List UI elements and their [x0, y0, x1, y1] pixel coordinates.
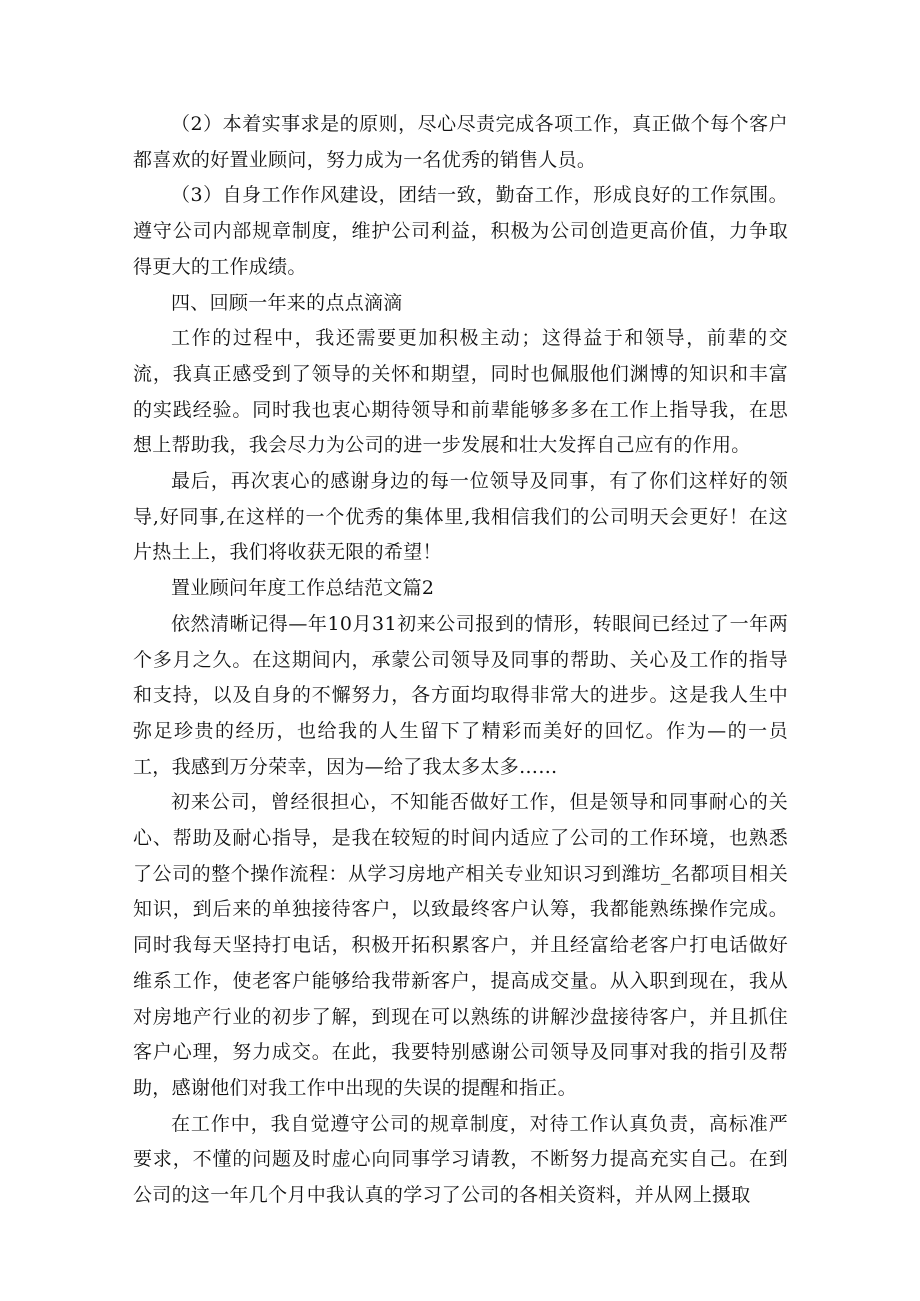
paragraph-work-process: 工作的过程中，我还需要更加积极主动；这得益于和领导，前辈的交流，我真正感受到了领导的关怀和期望，同时也佩服他们渊博的知识和丰富的实践经验。同时我也衷心期待领导和前辈能够多多在工作上指导我，在思想上帮助我，我会尽力为公司的进一步发展和壮大发挥自己应有的作用。 [133, 327, 788, 457]
paragraph-closing-thanks: 最后，再次衷心的感谢身边的每一位领导及同事，有了你们这样好的领导,好同事,在这样的一个优秀的集体里,我相信我们的公司明天会更好！在这片热土上，我们将收获无限的希望！ [133, 470, 788, 564]
paragraph-first-days: 初来公司，曾经很担心，不知能否做好工作，但是领导和同事耐心的关心、帮助及耐心指导，是我在较短的时间内适应了公司的工作环境，也熟悉了公司的整个操作流程：从学习房地产相关专业知识习到潍坊_名都项目相关知识，到后来的单独接待客户，以致最终客户认筹，我都能熟练操作完成。同时我每天坚持打电话，积极开拓积累客户，并且经富给老客户打电话做好维系工作，使老客户能够给我带新客户，提高成交量。从入职到现在，我从对房地产行业的初步了解，到现在可以熟练的讲解沙盘接待客户，并且抓住客户心理，努力成交。在此，我要特别感谢公司领导及同事对我的指引及帮助，感谢他们对我工作中出现的失误的提醒和指正。 [133, 791, 788, 1099]
paragraph-item-3: （3）自身工作作风建设，团结一致，勤奋工作，形成良好的工作氛围。遵守公司内部规章制度，维护公司利益，积极为公司创造更高价值，力争取得更大的工作成绩。 [133, 184, 788, 278]
section-heading-review: 四、回顾一年来的点点滴滴 [171, 291, 403, 314]
paragraph-work-attitude: 在工作中，我自觉遵守公司的规章制度，对待工作认真负责，高标准严要求，不懂的问题及时虚心向同事学习请教，不断努力提高充实自己。在到公司的这一年几个月中我认真的学习了公司的各相关资料，并从网上摄取 [133, 1112, 788, 1207]
article-title-part-2: 置业顾问年度工作总结范文篇2 [171, 577, 435, 600]
paragraph-item-2: （2）本着实事求是的原则，尽心尽责完成各项工作，真正做个每个客户都喜欢的好置业顾问，努力成为一名优秀的销售人员。 [133, 113, 788, 171]
document-body [133, 107, 788, 1214]
paragraph-memory: 依然清晰记得—年10月31初来公司报到的情形，转眼间已经过了一年两个多月之久。在这期间内，承蒙公司领导及同事的帮助、关心及工作的指导和支持，以及自身的不懈努力，各方面均取得非常大的进步。这是我人生中弥足珍贵的经历，也给我的人生留下了精彩而美好的回忆。作为—的一员工，我感到万分荣幸，因为—给了我太多太多…… [133, 612, 788, 778]
